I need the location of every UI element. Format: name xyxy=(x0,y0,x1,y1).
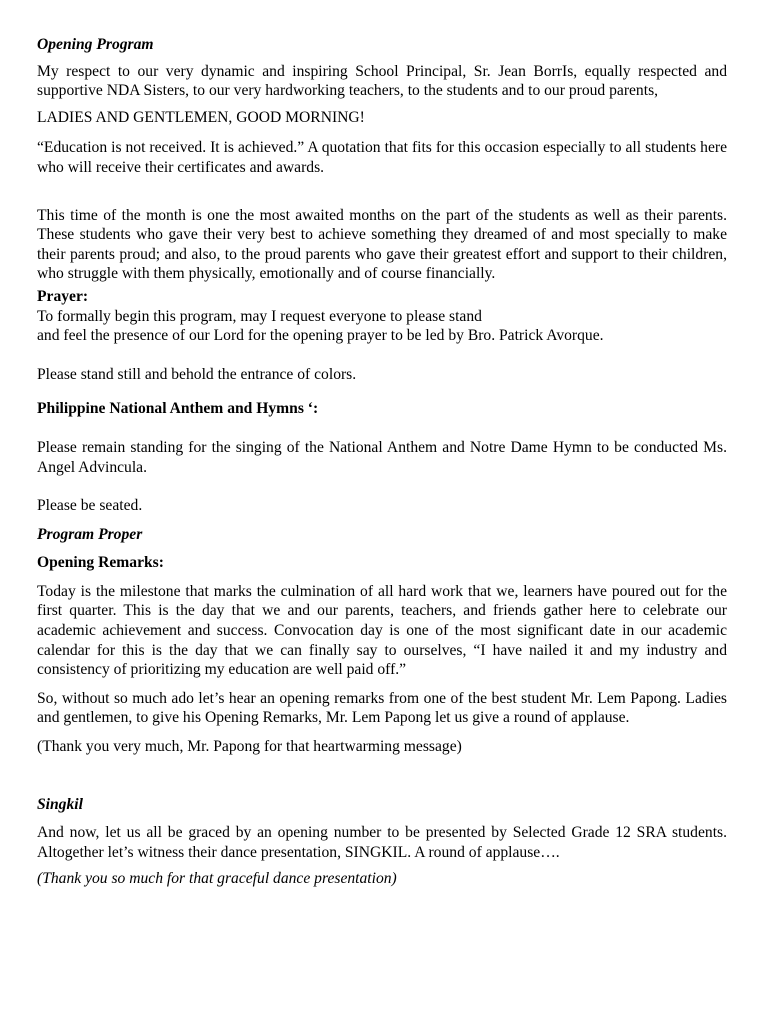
papong-thanks: (Thank you very much, Mr. Papong for that heartwarming message) xyxy=(37,738,462,756)
entrance-of-colors: Please stand still and behold the entrance of colors. xyxy=(37,365,357,383)
prayer-heading: Prayer: xyxy=(37,287,89,305)
opening-program-heading: Opening Program xyxy=(37,36,154,53)
greeting-paragraph: My respect to our very dynamic and inspiring School Principal, Sr. Jean BorrIs, equally respected and supportive NDA Sisters, to our very hardworking teachers, to the students and to our proud parents, xyxy=(37,62,727,100)
introduction-paragraph: So, without so much ado let’s hear an opening remarks from one of the best student Mr. Lem Papong. Ladies and gentlemen, to give his Opening Remarks, Mr. Lem Papong let us give a round of applause. xyxy=(37,689,727,727)
opening-remarks-heading: Opening Remarks: xyxy=(37,554,164,572)
anthem-paragraph: Please remain standing for the singing of the National Anthem and Notre Dame Hymn to be conducted Ms. Angel Advincula. xyxy=(37,438,727,476)
please-be-seated: Please be seated. xyxy=(37,497,143,515)
anthem-heading: Philippine National Anthem and Hymns ‘: xyxy=(37,400,319,418)
program-proper-heading: Program Proper xyxy=(37,525,143,543)
singkil-paragraph: And now, let us all be graced by an opening number to be presented by Selected Grade 12 SRA students. Altogether let’s witness their dance presentation, SINGKIL. A round of applause…. xyxy=(37,824,727,861)
month-paragraph: This time of the month is one the most awaited months on the part of the students as well as their parents. These students who gave their very best to achieve something they dreamed of and most specially to make their parents proud; and also, to the proud parents who gave their greatest effort and support to their children, who struggle with them physically, emotionally and of course financially. xyxy=(37,206,727,283)
document-page xyxy=(37,35,727,889)
salutation: LADIES AND GENTLEMEN, GOOD MORNING! xyxy=(37,108,365,126)
prayer-line-2: and feel the presence of our Lord for the opening prayer to be led by Bro. Patrick Avorque. xyxy=(37,327,604,345)
prayer-line-1: To formally begin this program, may I request everyone to please stand xyxy=(37,307,482,325)
quote-paragraph: “Education is not received. It is achieved.” A quotation that fits for this occasion especially to all students here who will receive their certificates and awards. xyxy=(37,139,727,176)
milestone-paragraph: Today is the milestone that marks the culmination of all hard work that we, learners have poured out for the first quarter. This is the day that we and our parents, teachers, and friends gather here to celebrate our academic achievement and success. Convocation day is one of the most significant date in our academic calendar for this is the day that we can finally say to ourselves, “I have nailed it and my industry and consistency of prioritizing my education are well paid off.” xyxy=(37,582,727,679)
singkil-heading: Singkil xyxy=(37,795,83,813)
singkil-thanks: (Thank you so much for that graceful dance presentation) xyxy=(37,870,397,888)
